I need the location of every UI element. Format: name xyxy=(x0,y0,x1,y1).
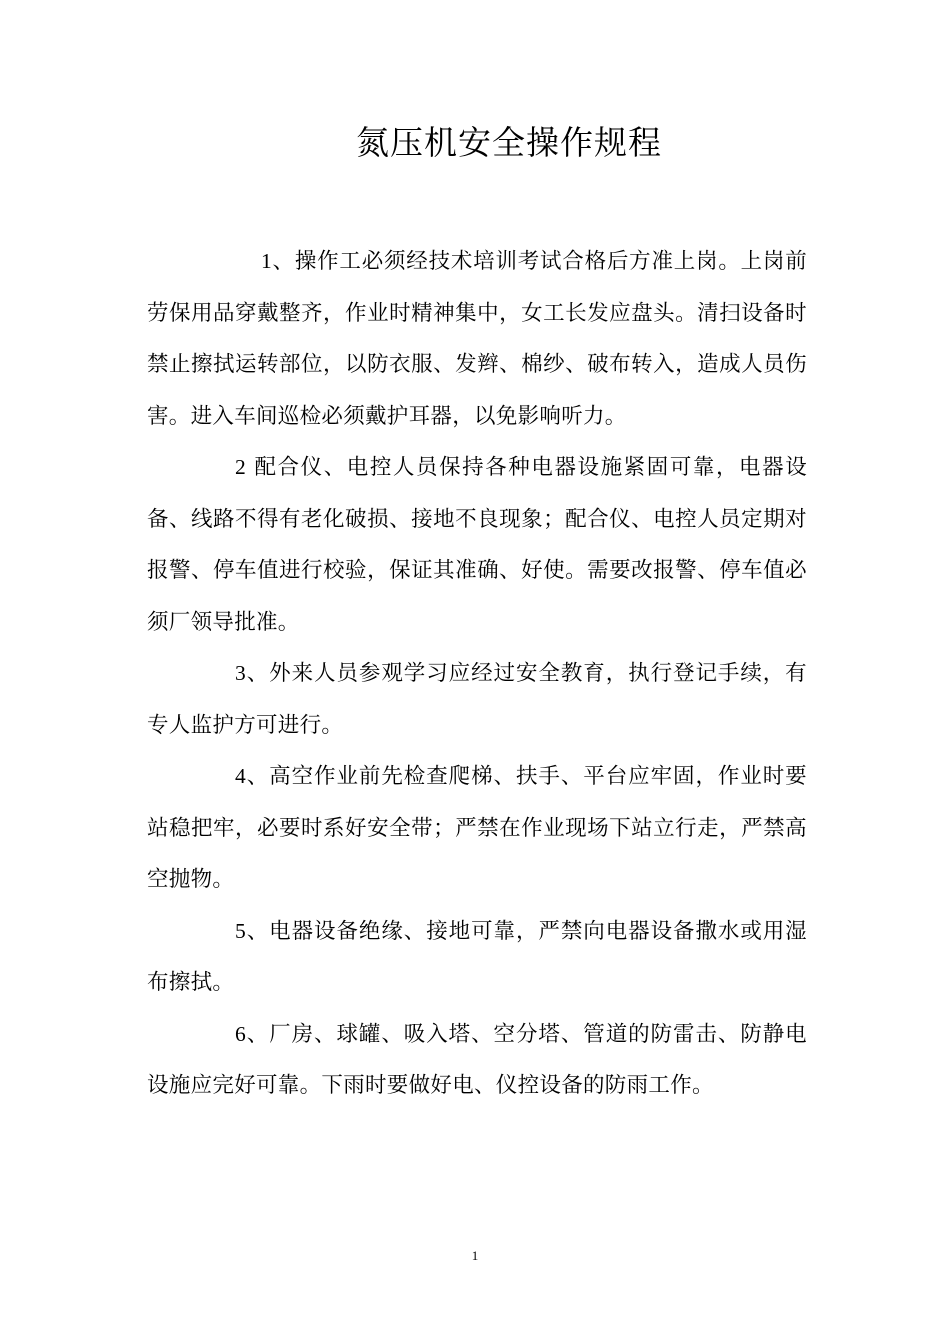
paragraph-3 xyxy=(147,648,807,751)
paragraph-number: 4 xyxy=(235,764,247,788)
paragraph-1 xyxy=(147,236,807,442)
paragraph-6 xyxy=(147,1009,807,1112)
document-body xyxy=(147,236,807,1112)
paragraph-5 xyxy=(147,906,807,1009)
paragraph-text: 配合仪、电控人员保持各种电器设施紧固可靠，电器设备、线路不得有老化破损、接地不良现象；配合仪、电控人员定期对报警、停车值进行校验，保证其准确、好使。需要改报警、停车值必须厂领导批准。 xyxy=(147,455,807,635)
document-title: 氮压机安全操作规程 xyxy=(356,123,662,162)
paragraph-2 xyxy=(147,442,807,648)
paragraph-number: 2 xyxy=(235,455,247,479)
page-number: 1 xyxy=(471,1248,479,1263)
paragraph-number: 5 xyxy=(235,918,247,943)
paragraph-text: 、高空作业前先检查爬梯、扶手、平台应牢固，作业时要站稳把牢，必要时系好安全带；严禁在作业现场下站立行走，严禁高空抛物。 xyxy=(147,764,807,892)
paragraph-number: 1 xyxy=(261,249,273,273)
paragraph-4 xyxy=(147,751,807,906)
paragraph-text: 、厂房、球罐、吸入塔、空分塔、管道的防雷击、防静电设施应完好可靠。下雨时要做好电、仪控设备的防雨工作。 xyxy=(147,1021,807,1098)
paragraph-number: 6 xyxy=(235,1021,247,1046)
paragraph-text: 、操作工必须经技术培训考试合格后方准上岗。上岗前劳保用品穿戴整齐，作业时精神集中，女工长发应盘头。清扫设备时禁止擦拭运转部位，以防衣服、发辫、棉纱、破布转入，造成人员伤害。进入车间巡检必须戴护耳器，以免影响听力。 xyxy=(147,249,807,429)
paragraph-text: 、外来人员参观学习应经过安全教育，执行登记手续，有专人监护方可进行。 xyxy=(147,661,807,738)
paragraph-number: 3 xyxy=(235,661,247,685)
paragraph-text: 、电器设备绝缘、接地可靠，严禁向电器设备撒水或用湿布擦拭。 xyxy=(147,918,807,995)
